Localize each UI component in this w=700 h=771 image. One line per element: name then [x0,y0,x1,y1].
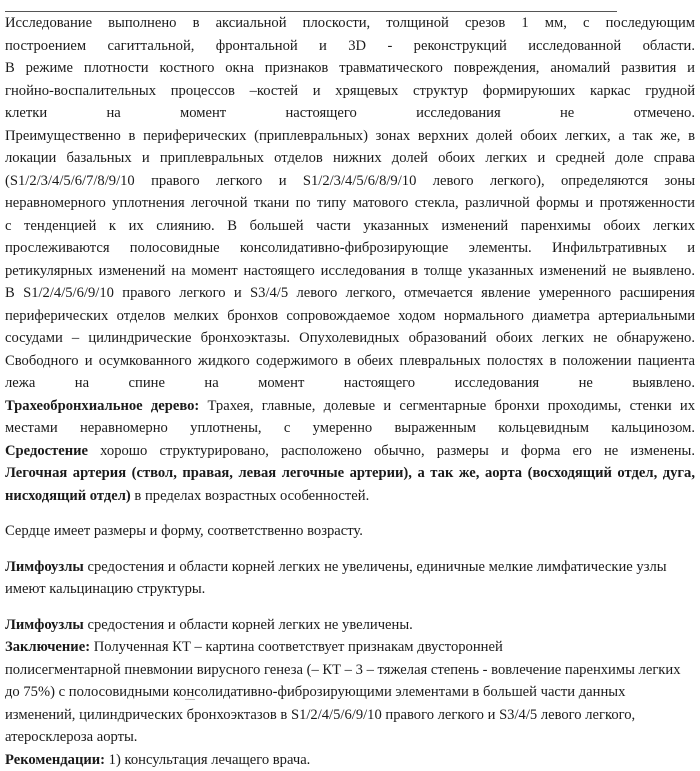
arteries-bold-text-2: нисходящий отдел) [5,488,131,504]
text-line: Преимущественно в периферических (приплевральных) зонах верхних долей обоих легких, а так же, в [5,125,695,148]
lymph-text-1: средостения и области корней легких не увеличены, единичные мелкие лимфатические узлы [84,559,667,575]
text-line: Свободного и осумкованного жидкого содержимого в обеих плевральных полостях в положении пациента [5,350,695,373]
text-line: сосудами – цилиндрические бронхоэктазы. Опухолевидных образований обоих легких не обнаружено. [5,327,695,350]
text-line: ретикулярных изменений на момент настоящего исследования в толще указанных изменений не выявлено. [5,260,695,283]
recommendations-section [5,749,695,771]
conclusion-section [5,636,695,659]
bottom-divider [185,699,195,700]
recommendations-label: Рекомендации: [5,752,105,768]
conclusion-text: Полученная КТ – картина соответствует признакам двусторонней [90,639,503,655]
text-line: В S1/2/4/5/6/9/10 правого легкого и S3/4/5 левого легкого, отмечается явление умеренного расширения [5,282,695,305]
trachea-label: Трахеобронхиальное дерево: [5,398,199,414]
text-line: Исследование выполнено в аксиальной плоскости, толщиной срезов 1 мм, с последующим [5,12,695,35]
text-line: прослеживаются полосовидные консолидативно-фиброзирующие элементы. Инфильтративных и [5,237,695,260]
arteries-text: в пределах возрастных особенностей. [131,488,369,504]
recommendations-text: 1) консультация лечащего врача. [105,752,310,768]
lymph-text-2: средостения и области корней легких не увеличены. [84,617,413,633]
text-line: периферических отделов мелких бронхов сопровождаемое ходом нормального диаметра артериальными [5,305,695,328]
lymph-label-2: Лимфоузлы [5,617,84,633]
text-line: неравномерного уплотнения легочной ткани по типу матового стекла, различной формы и протяженности [5,192,695,215]
trachea-section [5,395,695,418]
text-line: полисегментарной пневмонии вирусного генеза (– КТ – 3 – тяжелая степень - вовлечение паренхимы легких [5,659,695,682]
text-line: клетки на момент настоящего исследования не отмечено. [5,102,695,125]
text-line: атеросклероза аорты. [5,726,695,749]
mediastinum-section [5,440,695,463]
mediastinum-label: Средостение [5,443,88,459]
text-line: локации базальных и приплевральных отделов нижних долей обоих легких и средней доле справа [5,147,695,170]
text-line: построением сагиттальной, фронтальной и 3D - реконструкций исследованной области. [5,35,695,58]
lymph-section-1 [5,556,695,579]
arteries-bold-text: Легочная артерия (ствол, правая, левая легочные артерии), а так же, аорта (восходящий отдел, дуга, [5,465,695,481]
text-line: гнойно-воспалительных процессов –костей и хрящевых структур формируюших каркас грудной [5,80,695,103]
text-line: с тенденцией к их слиянию. В большей части указанных изменений паренхимы обоих легких [5,215,695,238]
heart-section: Сердце имеет размеры и форму, соответственно возрасту. [5,520,695,543]
trachea-text: Трахея, главные, долевые и сегментарные бронхи проходимы, стенки их [199,398,695,414]
text-line: (S1/2/3/4/5/6/7/8/9/10 правого легкого и S1/2/3/4/5/6/8/9/10 левого легкого), определяются зоны [5,170,695,193]
text-line: местами неравномерно уплотнены, с умеренно выраженным кольцевидным кальцинозом. [5,417,695,440]
arteries-line-2 [5,485,695,508]
text-line: лежа на спине на момент настоящего исследования не выявлено. [5,372,695,395]
lymph-section-2 [5,614,695,637]
arteries-line [5,462,695,485]
conclusion-label: Заключение: [5,639,90,655]
lymph-label-1: Лимфоузлы [5,559,84,575]
text-line: В режиме плотности костного окна признаков травматического повреждения, аномалий развития и [5,57,695,80]
ct-report-document [5,12,695,771]
text-line: до 75%) с полосовидными консолидативно-фиброзирующими элементами в большей части данных [5,681,695,704]
mediastinum-text: хорошо структурировано, расположено обычно, размеры и форма его не изменены. [88,443,695,459]
text-line: имеют кальцинацию структуры. [5,578,695,601]
text-line: изменений, цилиндрических бронхоэктазов в S1/2/4/5/6/9/10 правого легкого и S3/4/5 левого легкого, [5,704,695,727]
